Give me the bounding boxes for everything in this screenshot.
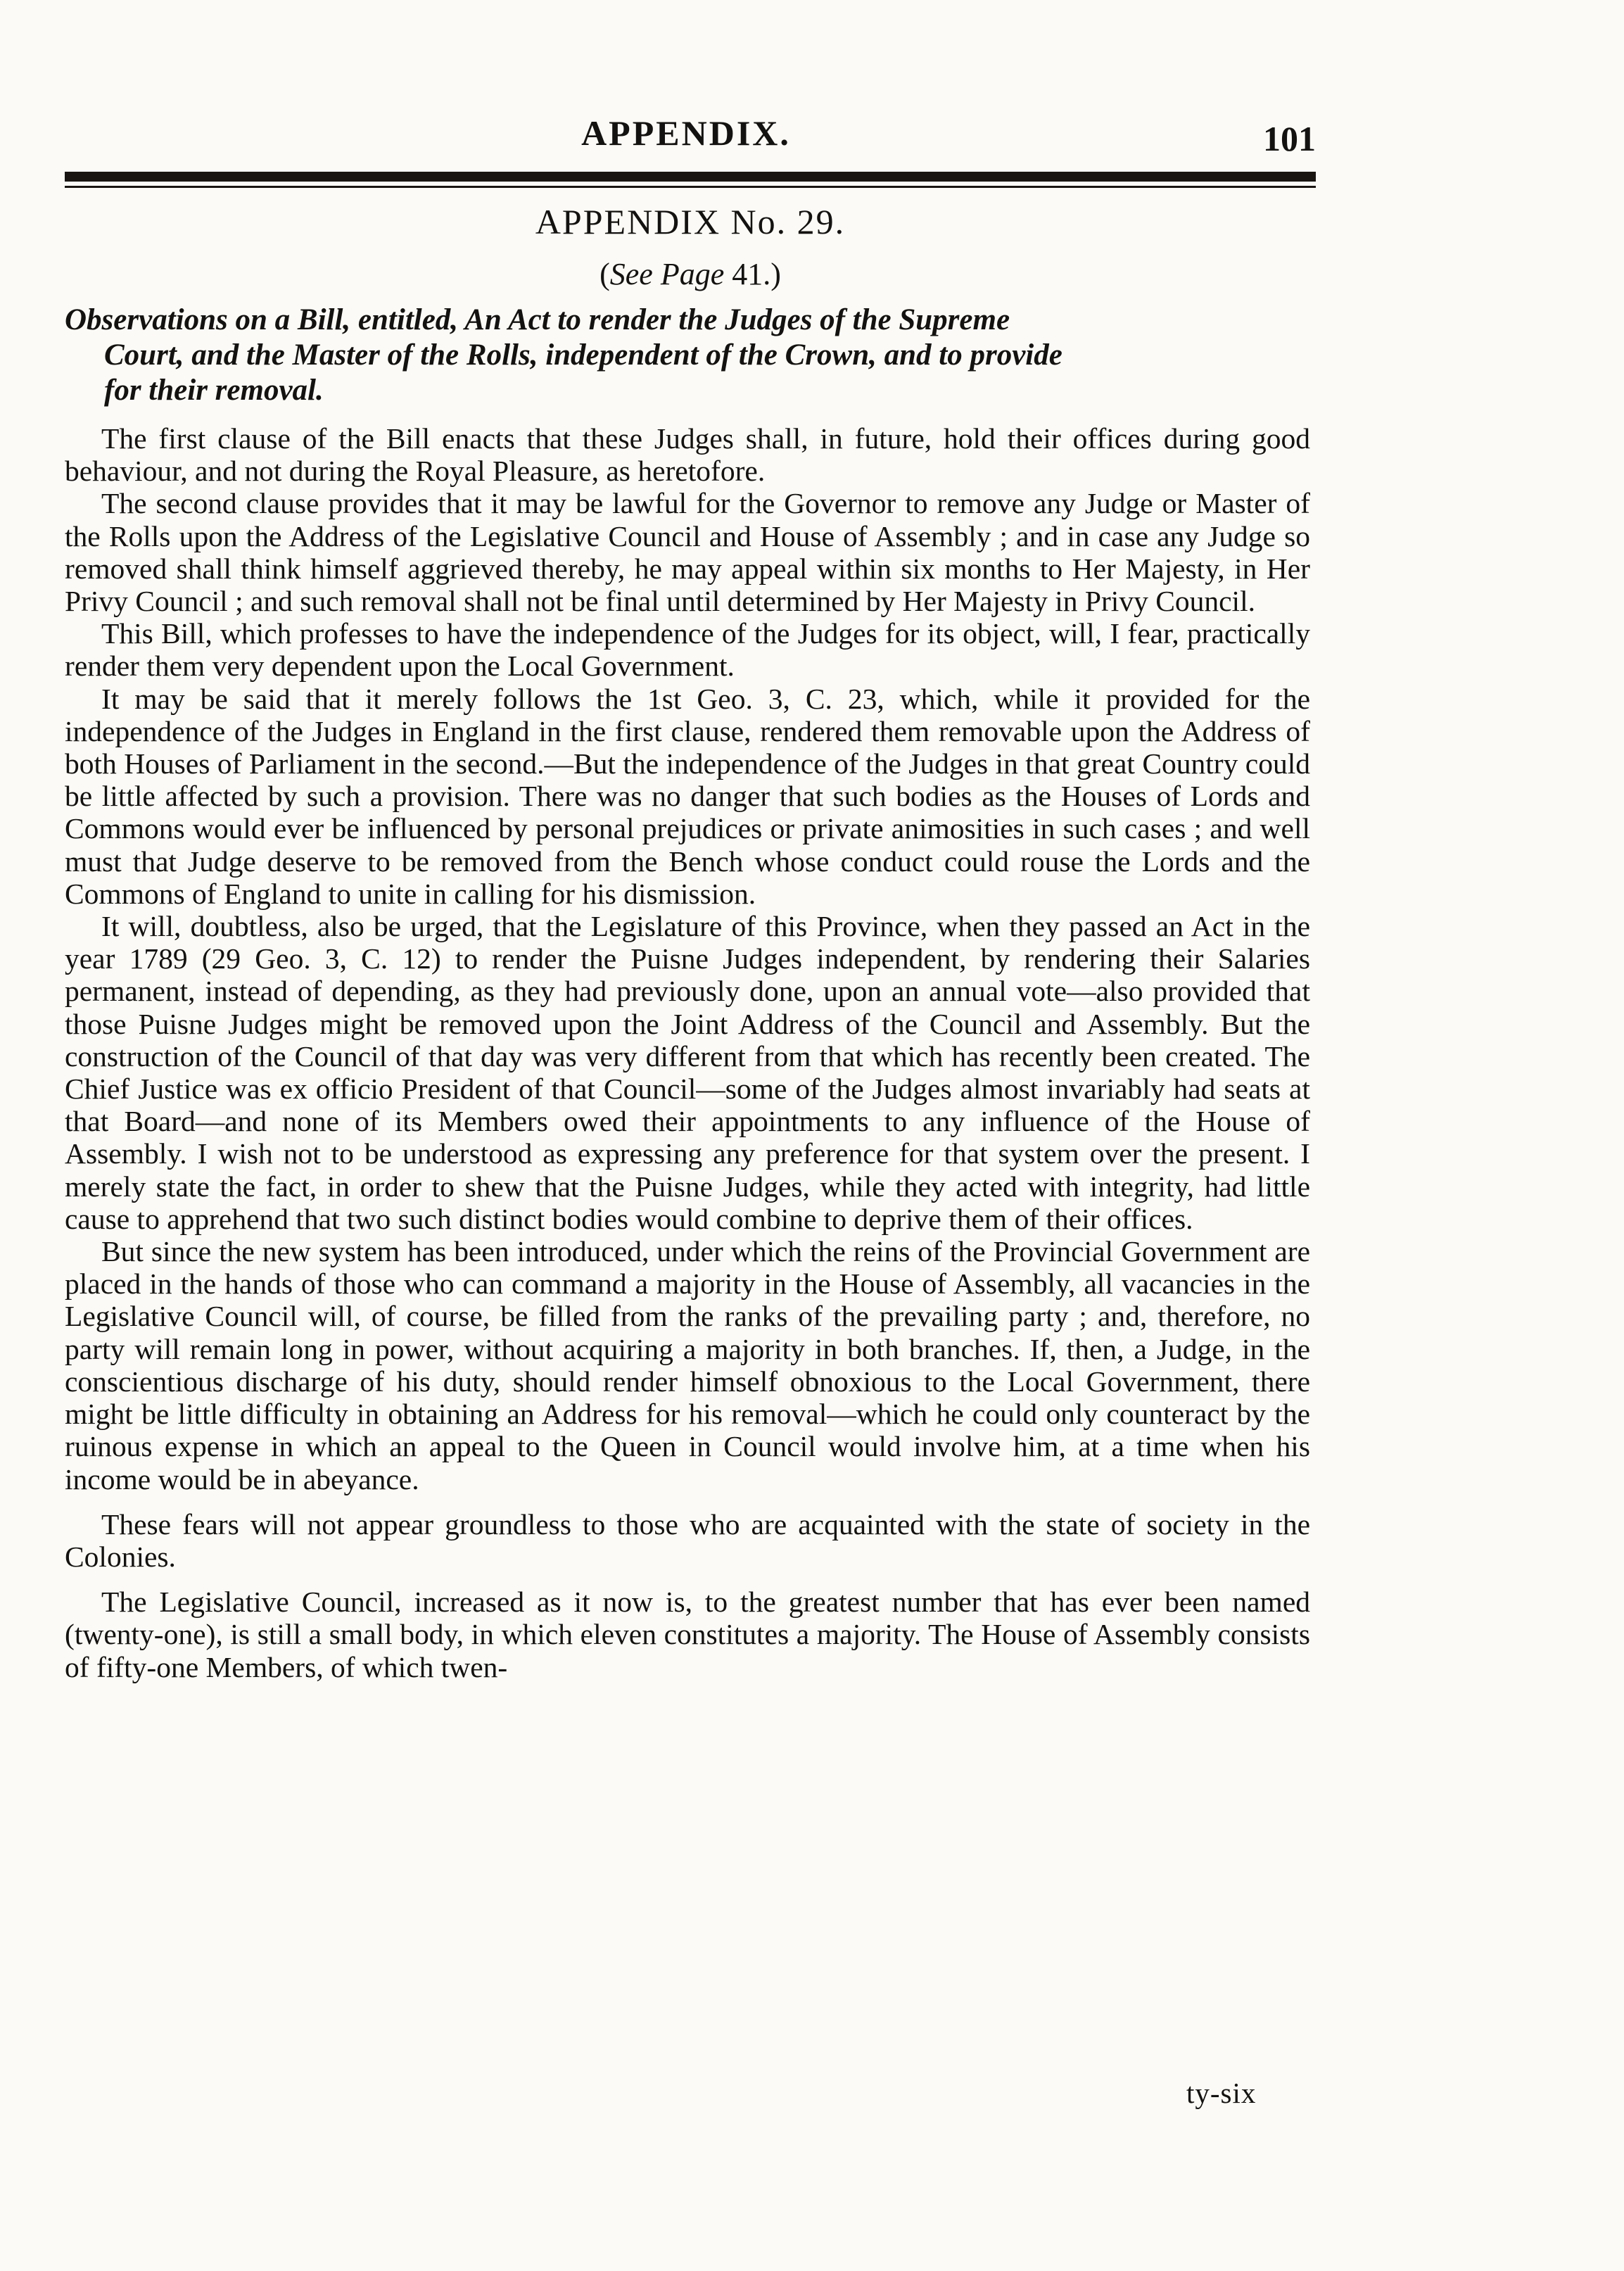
page-number: 101: [1263, 119, 1316, 158]
observations-title: [65, 303, 1310, 408]
paragraph-legislature-1789: It will, doubtless, also be urged, that the Legislature of this Province, when they passed an Act in the year 1789 (29 Geo. 3, C. 12) to render the Puisne Judges independent, by rendering their Salaries permanent, instead of depending, as they had previously done, upon an annual vote—also provided that those Puisne Judges might be removed upon the Joint Address of the Council and Assembly. But the construction of the Council of that day was very different from that which has recently been created. The Chief Justice was ex officio President of that Council—some of the Judges almost invariably had seats at that Board—and none of its Members owed their appointments to any influence of the House of Assembly. I wish not to be understood as expressing any preference for that system over the present. I merely state the fact, in order to shew that the Puisne Judges, while they acted with integrity, had little cause to apprehend that two such distinct bodies would combine to deprive them of their offices.: [65, 910, 1310, 1235]
paragraph-fears: These fears will not appear groundless to those who are acquainted with the state of society in the Colonies.: [65, 1507, 1310, 1573]
see-page-open: (: [600, 257, 610, 291]
header-rule-thick: [65, 172, 1316, 182]
appendix-heading: APPENDIX No. 29.: [535, 202, 846, 241]
paragraph-bill-independence: This Bill, which professes to have the independence of the Judges for its object, will, I fear, practically render them very dependent upon the Local Government.: [65, 617, 1310, 683]
running-head: [63, 113, 1316, 169]
see-page-close: ): [770, 257, 781, 291]
observations-title-line-3: for their removal.: [104, 374, 324, 407]
catchword: ty-six: [1186, 2077, 1257, 2109]
see-page-reference: [65, 256, 1316, 292]
header-rule-thin: [65, 186, 1316, 188]
running-title: APPENDIX.: [581, 113, 791, 153]
observations-title-line-2: Court, and the Master of the Rolls, independent of the Crown, and to provide: [104, 339, 1062, 372]
see-page-number: 41.: [732, 257, 771, 291]
see-page-label: See Page: [609, 257, 725, 291]
observations-title-line-1: Observations on a Bill, entitled, An Act to render the Judges of the Supreme: [65, 303, 1010, 336]
paragraph-geo-3-precedent: It may be said that it merely follows the 1st Geo. 3, C. 23, which, while it provided for the independence of the Judges in England in the first clause, rendered them removable upon the Address of both Houses of Parliament in the second.—But the independence of the Judges in that great Country could be little affected by such a provision. There was no danger that such bodies as the Houses of Lords and Commons would ever be influenced by personal prejudices or private animosities in such cases ; and well must that Judge deserve to be removed from the Bench whose conduct could rouse the Lords and the Commons of England to unite in calling for his dismission.: [65, 682, 1310, 910]
paragraph-second-clause: The second clause provides that it may be lawful for the Governor to remove any Judge or Master of the Rolls upon the Address of the Legislative Council and House of Assembly ; and in case any Judge so removed shall think himself aggrieved thereby, he may appeal within six months to Her Majesty, in Her Privy Council ; and such removal shall not be final until determined by Her Majesty in Privy Council.: [65, 487, 1310, 618]
paragraph-legislative-council: The Legislative Council, increased as it now is, to the greatest number that has ever been named (twenty-one), is still a small body, in which eleven constitutes a majority. The House of Assembly consists of fifty-one Members, of which twen-: [65, 1586, 1310, 1683]
paragraph-first-clause: The first clause of the Bill enacts that these Judges shall, in future, hold their offices during good behaviour, and not during the Royal Pleasure, as heretofore.: [65, 422, 1310, 488]
paragraph-new-system: But since the new system has been introduced, under which the reins of the Provincial Government are placed in the hands of those who can command a majority in the House of Assembly, all vacancies in the Legislative Council will, of course, be filled from the ranks of the prevailing party ; and, therefore, no party will remain long in power, without acquiring a majority in both branches. If, then, a Judge, in the conscientious discharge of his duty, should render himself obnoxious to the Local Government, there might be little difficulty in obtaining an Address for his removal—which he could only counteract by the ruinous expense in which an appeal to the Queen in Council would involve him, at a time when his income would be in abeyance.: [65, 1235, 1310, 1495]
body-text: [65, 422, 1310, 1683]
